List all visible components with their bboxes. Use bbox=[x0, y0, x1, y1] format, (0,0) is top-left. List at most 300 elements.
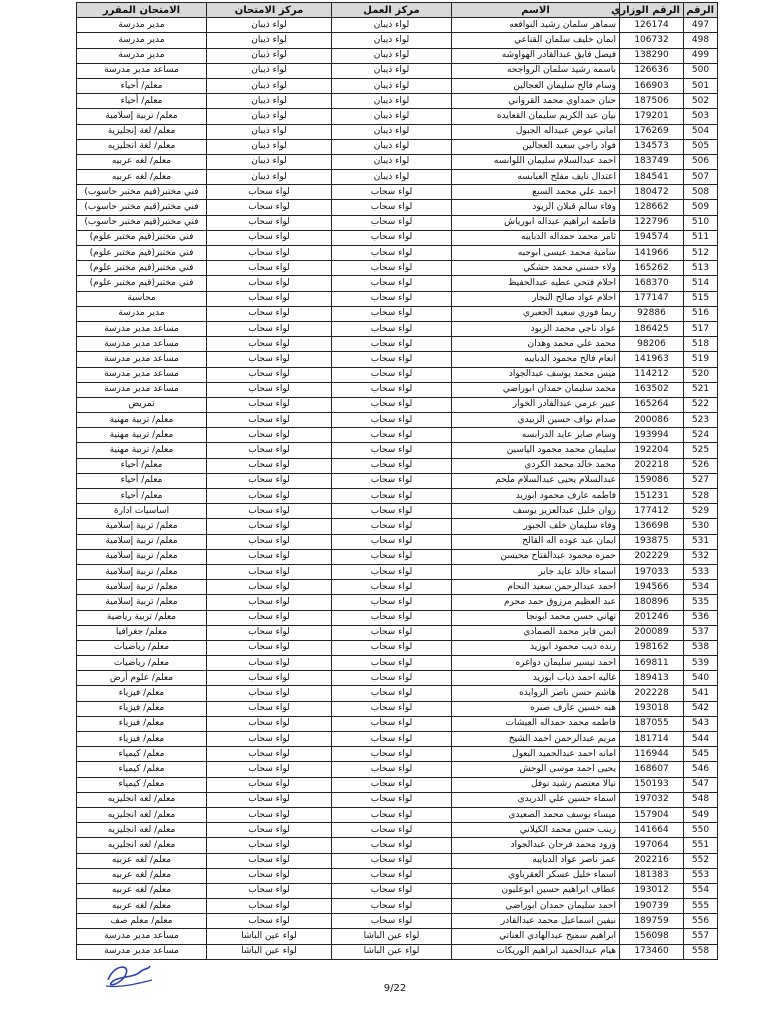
table-row bbox=[77, 367, 718, 382]
ministry-id-cell: 168370 bbox=[620, 276, 684, 291]
results-sheet bbox=[76, 2, 717, 960]
ministry-id-cell: 159086 bbox=[620, 473, 684, 488]
work-center-cell: لواء سحاب bbox=[332, 443, 452, 458]
work-center-cell: لواء عين الباشا bbox=[332, 929, 452, 944]
table-row bbox=[77, 63, 718, 78]
ministry-id-cell: 200089 bbox=[620, 625, 684, 640]
exam-center-cell: لواء عين الباشا bbox=[207, 929, 332, 944]
work-center-cell: لواء سحاب bbox=[332, 899, 452, 914]
person-name-cell: اسماء حسين علي الدريدي bbox=[452, 792, 620, 807]
exam-center-cell: لواء سحاب bbox=[207, 428, 332, 443]
work-center-cell: لواء ذيبان bbox=[332, 154, 452, 169]
assigned-exam-cell: فني مختبر(قيم مختبر علوم) bbox=[77, 261, 207, 276]
ministry-id-cell: 202216 bbox=[620, 853, 684, 868]
exam-center-cell: لواء ذيبان bbox=[207, 154, 332, 169]
assigned-exam-cell: معلم/ أحياء bbox=[77, 94, 207, 109]
person-name-cell: عبد العظيم مرزوق حمد محرم bbox=[452, 595, 620, 610]
table-row bbox=[77, 18, 718, 33]
table-row bbox=[77, 276, 718, 291]
person-name-cell: زينب حسن محمد الكيلاني bbox=[452, 823, 620, 838]
person-name-cell: فيصل فايق عبدالقادر الهواوشه bbox=[452, 48, 620, 63]
ministry-id-cell: 179201 bbox=[620, 109, 684, 124]
row-number-cell: 511 bbox=[684, 230, 718, 245]
person-name-cell: سامية محمد عيسى ابوجبه bbox=[452, 246, 620, 261]
assigned-exam-cell: معلم/ تربية إسلامية bbox=[77, 595, 207, 610]
exam-center-cell: لواء ذيبان bbox=[207, 94, 332, 109]
exam-center-cell: لواء سحاب bbox=[207, 215, 332, 230]
row-number-cell: 522 bbox=[684, 397, 718, 412]
ministry-id-cell: 184541 bbox=[620, 170, 684, 185]
table-body bbox=[77, 18, 718, 960]
ministry-id-cell: 193018 bbox=[620, 701, 684, 716]
assigned-exam-cell: معلم/ معلم صف bbox=[77, 914, 207, 929]
table-row bbox=[77, 504, 718, 519]
exam-center-cell: لواء سحاب bbox=[207, 519, 332, 534]
table-row bbox=[77, 94, 718, 109]
ministry-id-cell: 176269 bbox=[620, 124, 684, 139]
assigned-exam-cell: معلم/ كيمياء bbox=[77, 777, 207, 792]
table-row bbox=[77, 428, 718, 443]
exam-center-cell: لواء سحاب bbox=[207, 640, 332, 655]
exam-center-cell: لواء سحاب bbox=[207, 473, 332, 488]
assigned-exam-cell: معلم/ لغة إنجليزية bbox=[77, 124, 207, 139]
person-name-cell: ولاء حسني محمد حشكي bbox=[452, 261, 620, 276]
assigned-exam-cell: معلم/ تربية إسلامية bbox=[77, 549, 207, 564]
row-number-cell: 499 bbox=[684, 48, 718, 63]
assigned-exam-cell: معلم/ لغه انجليزيه bbox=[77, 792, 207, 807]
row-number-cell: 553 bbox=[684, 868, 718, 883]
row-number-cell: 519 bbox=[684, 352, 718, 367]
row-number-cell: 542 bbox=[684, 701, 718, 716]
table-row bbox=[77, 78, 718, 93]
work-center-cell: لواء ذيبان bbox=[332, 109, 452, 124]
work-center-cell: لواء عين الباشا bbox=[332, 944, 452, 959]
row-number-cell: 552 bbox=[684, 853, 718, 868]
exam-center-cell: لواء ذيبان bbox=[207, 18, 332, 33]
person-name-cell: وفاء سالم قبلان الزيود bbox=[452, 200, 620, 215]
person-name-cell: احلام عواد صالح النجار bbox=[452, 291, 620, 306]
person-name-cell: حمزه محمود عبدالفتاح محيسن bbox=[452, 549, 620, 564]
person-name-cell: اعتدال نايف مفلح العبابسه bbox=[452, 170, 620, 185]
ministry-id-cell: 183749 bbox=[620, 154, 684, 169]
person-name-cell: عبير عزمي عبدالقادر الخوار bbox=[452, 397, 620, 412]
exam-center-cell: لواء سحاب bbox=[207, 413, 332, 428]
work-center-cell: لواء سحاب bbox=[332, 610, 452, 625]
ministry-id-cell: 187506 bbox=[620, 94, 684, 109]
person-name-cell: انعام فالح محمود الدبايبه bbox=[452, 352, 620, 367]
ministry-id-cell: 165264 bbox=[620, 397, 684, 412]
person-name-cell: وفاء سليمان خلف الجبور bbox=[452, 519, 620, 534]
assigned-exam-cell: محاسبة bbox=[77, 291, 207, 306]
exam-center-cell: لواء سحاب bbox=[207, 686, 332, 701]
person-name-cell: ابراهيم سميح عبدالهادي العناتي bbox=[452, 929, 620, 944]
table-row bbox=[77, 200, 718, 215]
table-row bbox=[77, 337, 718, 352]
row-number-cell: 508 bbox=[684, 185, 718, 200]
exam-center-cell: لواء ذيبان bbox=[207, 109, 332, 124]
exam-center-cell: لواء سحاب bbox=[207, 625, 332, 640]
table-row bbox=[77, 352, 718, 367]
table-row bbox=[77, 625, 718, 640]
work-center-cell: لواء سحاب bbox=[332, 489, 452, 504]
row-number-cell: 520 bbox=[684, 367, 718, 382]
person-name-cell: فاطمه ابراهيم عبداله ابورياش bbox=[452, 215, 620, 230]
row-number-cell: 505 bbox=[684, 139, 718, 154]
ministry-id-cell: 202218 bbox=[620, 458, 684, 473]
row-number-cell: 509 bbox=[684, 200, 718, 215]
person-name-cell: ايمان عبد عوده اله القالح bbox=[452, 534, 620, 549]
person-name-cell: احمد تيسير سليمان دواغره bbox=[452, 656, 620, 671]
person-name-cell: وسام فالح سليمان العجالين bbox=[452, 78, 620, 93]
assigned-exam-cell: معلم/ لغة انجليزيه bbox=[77, 139, 207, 154]
ministry-id-cell: 201246 bbox=[620, 610, 684, 625]
row-number-cell: 515 bbox=[684, 291, 718, 306]
table-row bbox=[77, 170, 718, 185]
header-exam-center: مركز الامتحان bbox=[207, 3, 332, 18]
assigned-exam-cell: اساسيات ادارة bbox=[77, 504, 207, 519]
exam-center-cell: لواء سحاب bbox=[207, 261, 332, 276]
assigned-exam-cell: معلم/ تربية إسلامية bbox=[77, 109, 207, 124]
exam-center-cell: لواء سحاب bbox=[207, 534, 332, 549]
assigned-exam-cell: معلم/ تربية مهنية bbox=[77, 428, 207, 443]
row-number-cell: 516 bbox=[684, 306, 718, 321]
work-center-cell: لواء سحاب bbox=[332, 397, 452, 412]
work-center-cell: لواء سحاب bbox=[332, 762, 452, 777]
exam-center-cell: لواء سحاب bbox=[207, 321, 332, 336]
table-header-row bbox=[77, 3, 718, 18]
row-number-cell: 514 bbox=[684, 276, 718, 291]
assigned-exam-cell: مساعد مدير مدرسة bbox=[77, 321, 207, 336]
ministry-id-cell: 166903 bbox=[620, 78, 684, 93]
row-number-cell: 513 bbox=[684, 261, 718, 276]
row-number-cell: 532 bbox=[684, 549, 718, 564]
table-row bbox=[77, 807, 718, 822]
person-name-cell: محمد سليمان حمدان ابوراضي bbox=[452, 382, 620, 397]
exam-center-cell: لواء سحاب bbox=[207, 397, 332, 412]
ministry-id-cell: 136698 bbox=[620, 519, 684, 534]
person-name-cell: فواد راجي سعيد العجالين bbox=[452, 139, 620, 154]
row-number-cell: 534 bbox=[684, 580, 718, 595]
work-center-cell: لواء سحاب bbox=[332, 458, 452, 473]
assigned-exam-cell: معلم/ لغه عربيه bbox=[77, 170, 207, 185]
row-number-cell: 550 bbox=[684, 823, 718, 838]
person-name-cell: ميساء يوسف محمد الصعيدي bbox=[452, 807, 620, 822]
ministry-id-cell: 198162 bbox=[620, 640, 684, 655]
assigned-exam-cell: معلم/ لغه عربيه bbox=[77, 899, 207, 914]
assigned-exam-cell: فني مختبر(قيم مختبر حاسوب) bbox=[77, 200, 207, 215]
row-number-cell: 523 bbox=[684, 413, 718, 428]
table-row bbox=[77, 732, 718, 747]
person-name-cell: ثامر محمد حمداله الدبايبه bbox=[452, 230, 620, 245]
work-center-cell: لواء سحاب bbox=[332, 428, 452, 443]
assigned-exam-cell: معلم/ لغه انجليزيه bbox=[77, 807, 207, 822]
exam-center-cell: لواء سحاب bbox=[207, 595, 332, 610]
person-name-cell: احمد سليمان حمدان ابوراضي bbox=[452, 899, 620, 914]
work-center-cell: لواء سحاب bbox=[332, 519, 452, 534]
assigned-exam-cell: معلم/ رياضيات bbox=[77, 640, 207, 655]
assigned-exam-cell: فني مختبر(قيم مختبر حاسوب) bbox=[77, 215, 207, 230]
row-number-cell: 556 bbox=[684, 914, 718, 929]
person-name-cell: نيفين اسماعيل محمد عبدالقادر bbox=[452, 914, 620, 929]
table-row bbox=[77, 686, 718, 701]
table-row bbox=[77, 747, 718, 762]
ministry-id-cell: 128662 bbox=[620, 200, 684, 215]
assigned-exam-cell: معلم/ فيزياء bbox=[77, 716, 207, 731]
assigned-exam-cell: معلم/ أحياء bbox=[77, 458, 207, 473]
person-name-cell: بيان عبد الكريم سليمان القعايده bbox=[452, 109, 620, 124]
row-number-cell: 506 bbox=[684, 154, 718, 169]
page-number: 9/22 bbox=[383, 983, 407, 994]
work-center-cell: لواء سحاب bbox=[332, 792, 452, 807]
ministry-id-cell: 193994 bbox=[620, 428, 684, 443]
assigned-exam-cell: معلم/ تربية إسلامية bbox=[77, 564, 207, 579]
table-row bbox=[77, 154, 718, 169]
assigned-exam-cell: مساعد مدير مدرسة bbox=[77, 63, 207, 78]
work-center-cell: لواء ذيبان bbox=[332, 63, 452, 78]
assigned-exam-cell: معلم/ لغه انجليزيه bbox=[77, 838, 207, 853]
exam-center-cell: لواء سحاب bbox=[207, 458, 332, 473]
person-name-cell: ورود محمد فرحان عبدالجواد bbox=[452, 838, 620, 853]
assigned-exam-cell: معلم/ تربية إسلامية bbox=[77, 580, 207, 595]
exam-center-cell: لواء سحاب bbox=[207, 838, 332, 853]
work-center-cell: لواء سحاب bbox=[332, 246, 452, 261]
table-row bbox=[77, 823, 718, 838]
exam-center-cell: لواء سحاب bbox=[207, 762, 332, 777]
assigned-exam-cell: معلم/ جغرافيا bbox=[77, 625, 207, 640]
assigned-exam-cell: مدير مدرسة bbox=[77, 306, 207, 321]
table-row bbox=[77, 473, 718, 488]
ministry-id-cell: 106732 bbox=[620, 33, 684, 48]
exam-center-cell: لواء ذيبان bbox=[207, 124, 332, 139]
exam-assignment-table bbox=[76, 2, 718, 960]
assigned-exam-cell: مساعد مدير مدرسة bbox=[77, 929, 207, 944]
ministry-id-cell: 126174 bbox=[620, 18, 684, 33]
person-name-cell: ايمان خليف سلمان القناعي bbox=[452, 33, 620, 48]
assigned-exam-cell: مساعد مدير مدرسة bbox=[77, 944, 207, 959]
work-center-cell: لواء سحاب bbox=[332, 671, 452, 686]
ministry-id-cell: 165262 bbox=[620, 261, 684, 276]
table-row bbox=[77, 246, 718, 261]
header-name: الاسم bbox=[452, 3, 620, 18]
assigned-exam-cell: معلم/ لغه عربيه bbox=[77, 868, 207, 883]
row-number-cell: 536 bbox=[684, 610, 718, 625]
table-row bbox=[77, 868, 718, 883]
row-number-cell: 502 bbox=[684, 94, 718, 109]
exam-center-cell: لواء ذيبان bbox=[207, 170, 332, 185]
table-row bbox=[77, 519, 718, 534]
exam-center-cell: لواء ذيبان bbox=[207, 63, 332, 78]
exam-center-cell: لواء سحاب bbox=[207, 230, 332, 245]
work-center-cell: لواء ذيبان bbox=[332, 78, 452, 93]
work-center-cell: لواء ذيبان bbox=[332, 170, 452, 185]
table-row bbox=[77, 701, 718, 716]
row-number-cell: 517 bbox=[684, 321, 718, 336]
person-name-cell: يحيى احمد موسى الوحش bbox=[452, 762, 620, 777]
work-center-cell: لواء سحاب bbox=[332, 823, 452, 838]
work-center-cell: لواء سحاب bbox=[332, 883, 452, 898]
row-number-cell: 558 bbox=[684, 944, 718, 959]
assigned-exam-cell: معلم/ فيزياء bbox=[77, 686, 207, 701]
ministry-id-cell: 190739 bbox=[620, 899, 684, 914]
person-name-cell: رنده ذيب محمود ابوزيد bbox=[452, 640, 620, 655]
ministry-id-cell: 156098 bbox=[620, 929, 684, 944]
ministry-id-cell: 197032 bbox=[620, 792, 684, 807]
person-name-cell: اسماء خالد عايد جابر bbox=[452, 564, 620, 579]
exam-center-cell: لواء ذيبان bbox=[207, 78, 332, 93]
row-number-cell: 549 bbox=[684, 807, 718, 822]
work-center-cell: لواء سحاب bbox=[332, 747, 452, 762]
work-center-cell: لواء ذيبان bbox=[332, 124, 452, 139]
work-center-cell: لواء ذيبان bbox=[332, 139, 452, 154]
row-number-cell: 518 bbox=[684, 337, 718, 352]
exam-center-cell: لواء ذيبان bbox=[207, 33, 332, 48]
ministry-id-cell: 157904 bbox=[620, 807, 684, 822]
row-number-cell: 504 bbox=[684, 124, 718, 139]
table-row bbox=[77, 549, 718, 564]
assigned-exam-cell: مساعد مدير مدرسة bbox=[77, 352, 207, 367]
work-center-cell: لواء سحاب bbox=[332, 215, 452, 230]
table-row bbox=[77, 397, 718, 412]
assigned-exam-cell: فني مختبر(قيم مختبر علوم) bbox=[77, 246, 207, 261]
assigned-exam-cell: معلم/ كيمياء bbox=[77, 747, 207, 762]
person-name-cell: عبدالسلام يحيى عبدالسلام ملحم bbox=[452, 473, 620, 488]
table-row bbox=[77, 33, 718, 48]
header-work-center: مركز العمل bbox=[332, 3, 452, 18]
header-exam: الامتحان المقرر bbox=[77, 3, 207, 18]
ministry-id-cell: 186425 bbox=[620, 321, 684, 336]
person-name-cell: اسماء خليل عسكر العقرباوي bbox=[452, 868, 620, 883]
row-number-cell: 547 bbox=[684, 777, 718, 792]
ministry-id-cell: 141963 bbox=[620, 352, 684, 367]
row-number-cell: 507 bbox=[684, 170, 718, 185]
row-number-cell: 530 bbox=[684, 519, 718, 534]
ministry-id-cell: 197033 bbox=[620, 564, 684, 579]
work-center-cell: لواء سحاب bbox=[332, 625, 452, 640]
exam-center-cell: لواء سحاب bbox=[207, 853, 332, 868]
person-name-cell: سليمان محمد محمود الياسين bbox=[452, 443, 620, 458]
work-center-cell: لواء سحاب bbox=[332, 382, 452, 397]
assigned-exam-cell: مدير مدرسة bbox=[77, 48, 207, 63]
assigned-exam-cell: فني مختبر(قيم مختبر حاسوب) bbox=[77, 185, 207, 200]
assigned-exam-cell: معلم/ لغه عربيه bbox=[77, 883, 207, 898]
exam-center-cell: لواء سحاب bbox=[207, 246, 332, 261]
person-name-cell: باسمه رشيد سلمان الرواجحه bbox=[452, 63, 620, 78]
assigned-exam-cell: فني مختبر(قيم مختبر علوم) bbox=[77, 276, 207, 291]
table-row bbox=[77, 124, 718, 139]
row-number-cell: 529 bbox=[684, 504, 718, 519]
person-name-cell: هاشم حسن ناصر الزوايده bbox=[452, 686, 620, 701]
assigned-exam-cell: معلم/ أحياء bbox=[77, 473, 207, 488]
assigned-exam-cell: مدير مدرسة bbox=[77, 18, 207, 33]
exam-center-cell: لواء سحاب bbox=[207, 732, 332, 747]
ministry-id-cell: 116944 bbox=[620, 747, 684, 762]
person-name-cell: هيام عبدالحميد ابراهيم الوريكات bbox=[452, 944, 620, 959]
ministry-id-cell: 98206 bbox=[620, 337, 684, 352]
work-center-cell: لواء سحاب bbox=[332, 732, 452, 747]
person-name-cell: عطاف ابراهيم حسين ابوعليون bbox=[452, 883, 620, 898]
person-name-cell: روان خليل عبدالعزيز يوسف bbox=[452, 504, 620, 519]
table-row bbox=[77, 716, 718, 731]
ministry-id-cell: 151231 bbox=[620, 489, 684, 504]
table-row bbox=[77, 762, 718, 777]
ministry-id-cell: 134573 bbox=[620, 139, 684, 154]
row-number-cell: 512 bbox=[684, 246, 718, 261]
work-center-cell: لواء سحاب bbox=[332, 914, 452, 929]
table-row bbox=[77, 48, 718, 63]
assigned-exam-cell: مدير مدرسة bbox=[77, 33, 207, 48]
ministry-id-cell: 194566 bbox=[620, 580, 684, 595]
ministry-id-cell: 177412 bbox=[620, 504, 684, 519]
table-row bbox=[77, 109, 718, 124]
exam-center-cell: لواء سحاب bbox=[207, 868, 332, 883]
table-row bbox=[77, 671, 718, 686]
header-number: الرقم bbox=[684, 3, 718, 18]
ministry-id-cell: 92886 bbox=[620, 306, 684, 321]
header-ministry-id: الرقم الوزاري bbox=[620, 3, 684, 18]
table-row bbox=[77, 838, 718, 853]
exam-center-cell: لواء سحاب bbox=[207, 306, 332, 321]
assigned-exam-cell: معلم/ تربية إسلامية bbox=[77, 534, 207, 549]
table-row bbox=[77, 458, 718, 473]
ministry-id-cell: 141664 bbox=[620, 823, 684, 838]
row-number-cell: 538 bbox=[684, 640, 718, 655]
table-row bbox=[77, 321, 718, 336]
table-row bbox=[77, 139, 718, 154]
table-row bbox=[77, 382, 718, 397]
work-center-cell: لواء سحاب bbox=[332, 838, 452, 853]
person-name-cell: ميس محمد يوسف عبدالجواد bbox=[452, 367, 620, 382]
ministry-id-cell: 197064 bbox=[620, 838, 684, 853]
row-number-cell: 551 bbox=[684, 838, 718, 853]
work-center-cell: لواء سحاب bbox=[332, 321, 452, 336]
exam-center-cell: لواء سحاب bbox=[207, 792, 332, 807]
ministry-id-cell: 202229 bbox=[620, 549, 684, 564]
assigned-exam-cell: معلم/ أحياء bbox=[77, 489, 207, 504]
table-row bbox=[77, 610, 718, 625]
ministry-id-cell: 192204 bbox=[620, 443, 684, 458]
assigned-exam-cell: تمريض bbox=[77, 397, 207, 412]
row-number-cell: 528 bbox=[684, 489, 718, 504]
assigned-exam-cell: مساعد مدير مدرسة bbox=[77, 382, 207, 397]
exam-center-cell: لواء سحاب bbox=[207, 504, 332, 519]
assigned-exam-cell: معلم/ تربية مهنية bbox=[77, 443, 207, 458]
table-row bbox=[77, 215, 718, 230]
ministry-id-cell: 189759 bbox=[620, 914, 684, 929]
row-number-cell: 503 bbox=[684, 109, 718, 124]
ministry-id-cell: 163502 bbox=[620, 382, 684, 397]
person-name-cell: فاطمه محمد حمداله العيشات bbox=[452, 716, 620, 731]
work-center-cell: لواء سحاب bbox=[332, 701, 452, 716]
table-row bbox=[77, 489, 718, 504]
ministry-id-cell: 122796 bbox=[620, 215, 684, 230]
ministry-id-cell: 202228 bbox=[620, 686, 684, 701]
table-row bbox=[77, 564, 718, 579]
work-center-cell: لواء سحاب bbox=[332, 337, 452, 352]
exam-center-cell: لواء سحاب bbox=[207, 382, 332, 397]
table-row bbox=[77, 413, 718, 428]
row-number-cell: 555 bbox=[684, 899, 718, 914]
work-center-cell: لواء سحاب bbox=[332, 413, 452, 428]
exam-center-cell: لواء سحاب bbox=[207, 823, 332, 838]
exam-center-cell: لواء سحاب bbox=[207, 200, 332, 215]
row-number-cell: 544 bbox=[684, 732, 718, 747]
assigned-exam-cell: معلم/ لغه انجليزيه bbox=[77, 823, 207, 838]
row-number-cell: 554 bbox=[684, 883, 718, 898]
person-name-cell: تهاني حسن محمد ابونجا bbox=[452, 610, 620, 625]
table-row bbox=[77, 640, 718, 655]
exam-center-cell: لواء سحاب bbox=[207, 701, 332, 716]
ministry-id-cell: 150193 bbox=[620, 777, 684, 792]
